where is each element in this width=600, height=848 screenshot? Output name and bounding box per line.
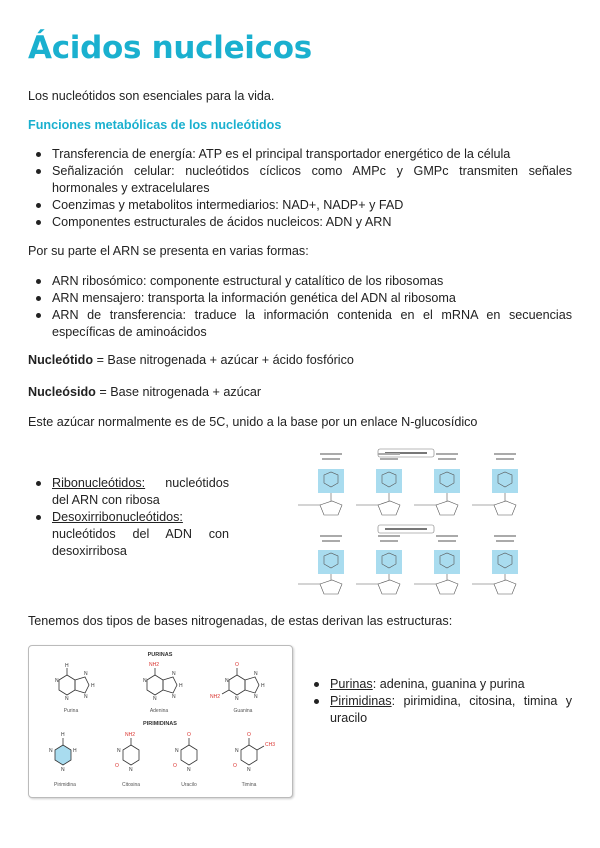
- atom-label: CH3: [265, 742, 276, 748]
- guanina-label: Guanina: [233, 708, 253, 714]
- atom-label: N: [172, 671, 176, 677]
- atom-label: N: [153, 696, 157, 702]
- atom-label: H: [73, 748, 77, 754]
- ribonucleotidos-term: Ribonucleótidos:: [52, 476, 146, 490]
- list-item: ARN de transferencia: traduce la información contenida en el mRNA en secuencias específicas de aminoácidos: [28, 307, 572, 341]
- intro-text: Los nucleótidos son esenciales para la vida.: [28, 89, 275, 103]
- pirimidinas-def: : pirimidina, citosina, timina y uracilo: [330, 694, 572, 725]
- atom-label: N: [175, 748, 179, 754]
- atom-label: N: [254, 671, 258, 677]
- functions-list: [28, 146, 572, 231]
- list-item: Señalización celular: nucleótidos cíclicos como AMPc y GMPc transmiten señales hormonales y extracelulares: [28, 163, 572, 197]
- atom-label: H: [61, 732, 65, 738]
- list-item: [28, 509, 229, 560]
- atom-label: NH2: [210, 694, 221, 700]
- bases-intro: Tenemos dos tipos de bases nitrogenadas, de estas derivan las estructuras:: [28, 614, 453, 628]
- list-item: [306, 693, 572, 727]
- list-item: ARN ribosómico: componente estructural y catalítico de los ribosomas: [28, 273, 572, 290]
- atom-label: N: [65, 696, 69, 702]
- desoxirribonucleotidos-def: nucleótidos del ADN con desoxirribosa: [52, 527, 229, 558]
- pirimidinas-term: Pirimidinas: [330, 694, 392, 708]
- nucleotides-diagram: [290, 447, 524, 599]
- atom-label: N: [254, 694, 258, 700]
- atom-label: O: [235, 662, 239, 668]
- uracilo-structure: [181, 738, 197, 765]
- atom-label: O: [247, 732, 251, 738]
- list-item: Transferencia de energía: ATP es el principal transportador energético de la célula: [28, 146, 572, 163]
- nucleosido-term: Nucleósido: [28, 385, 96, 399]
- nucleotides-figure: [290, 447, 524, 599]
- bases-diagram: [29, 646, 292, 797]
- pirimidina-label: Pirimidina: [54, 782, 76, 788]
- nucleosido-definition: [28, 384, 261, 401]
- adenina-label: Adenina: [149, 708, 169, 714]
- purinas-term: Purinas: [330, 677, 373, 691]
- atom-label: O: [187, 732, 191, 738]
- pirimidina-structure: [55, 738, 71, 765]
- atom-label: N: [129, 767, 133, 773]
- atom-label: N: [247, 767, 251, 773]
- atom-label: H: [91, 683, 95, 689]
- list-item: [306, 676, 572, 693]
- atom-label: NH2: [149, 662, 160, 668]
- atom-label: O: [173, 763, 177, 769]
- sugar-note: Este azúcar normalmente es de 5C, unido a la base por un enlace N-glucosídico: [28, 415, 478, 429]
- atom-label: N: [172, 694, 176, 700]
- atom-label: H: [179, 683, 183, 689]
- ribonucleotidos-def: nucleótidos del ARN con ribosa: [52, 476, 229, 507]
- nucleotido-term: Nucleótido: [28, 353, 94, 367]
- atom-label: O: [233, 763, 237, 769]
- atom-label: N: [55, 678, 59, 684]
- atom-label: N: [187, 767, 191, 773]
- citosina-label: Citosina: [121, 782, 141, 788]
- list-item: ARN mensajero: transporta la información genética del ADN al ribosoma: [28, 290, 572, 307]
- functions-heading: Funciones metabólicas de los nucleótidos: [28, 118, 282, 132]
- list-item: Coenzimas y metabolitos intermediarios: NAD+, NADP+ y FAD: [28, 197, 572, 214]
- nucleotido-definition: [28, 352, 354, 369]
- page-title: Ácidos nucleicos: [28, 30, 312, 66]
- list-item: Componentes estructurales de ácidos nucleicos: ADN y ARN: [28, 214, 572, 231]
- purinas-def: : adenina, guanina y purina: [372, 677, 525, 691]
- desoxirribonucleotidos-term: Desoxirribonucleótidos:: [52, 510, 183, 524]
- atom-label: N: [143, 678, 147, 684]
- nucleotido-def: = Base nitrogenada + azúcar + ácido fosfórico: [93, 353, 354, 367]
- atom-label: H: [65, 663, 69, 669]
- list-item: [28, 475, 229, 509]
- base-types-list: [306, 676, 572, 727]
- purinas-title: PURINAS: [147, 652, 173, 658]
- atom-label: NH2: [125, 732, 136, 738]
- citosina-structure: [123, 738, 139, 765]
- uracilo-label: Uracilo: [181, 782, 197, 788]
- bases-figure: [28, 645, 293, 798]
- timina-label: Timina: [241, 782, 257, 788]
- atom-label: N: [225, 678, 229, 684]
- atom-label: N: [84, 694, 88, 700]
- timina-structure: [241, 738, 264, 765]
- arn-intro: Por su parte el ARN se presenta en varias formas:: [28, 244, 309, 258]
- atom-label: N: [117, 748, 121, 754]
- atom-label: N: [235, 696, 239, 702]
- atom-label: N: [49, 748, 53, 754]
- atom-label: N: [61, 767, 65, 773]
- atom-label: N: [235, 748, 239, 754]
- arn-list: [28, 273, 572, 341]
- pirimidinas-title: PIRIMIDINAS: [143, 721, 177, 727]
- purina-label: Purina: [63, 708, 79, 714]
- atom-label: H: [261, 683, 265, 689]
- atom-label: O: [115, 763, 119, 769]
- atom-label: N: [84, 671, 88, 677]
- nucleosido-def: = Base nitrogenada + azúcar: [95, 385, 262, 399]
- nucleotide-types-list: [28, 475, 229, 560]
